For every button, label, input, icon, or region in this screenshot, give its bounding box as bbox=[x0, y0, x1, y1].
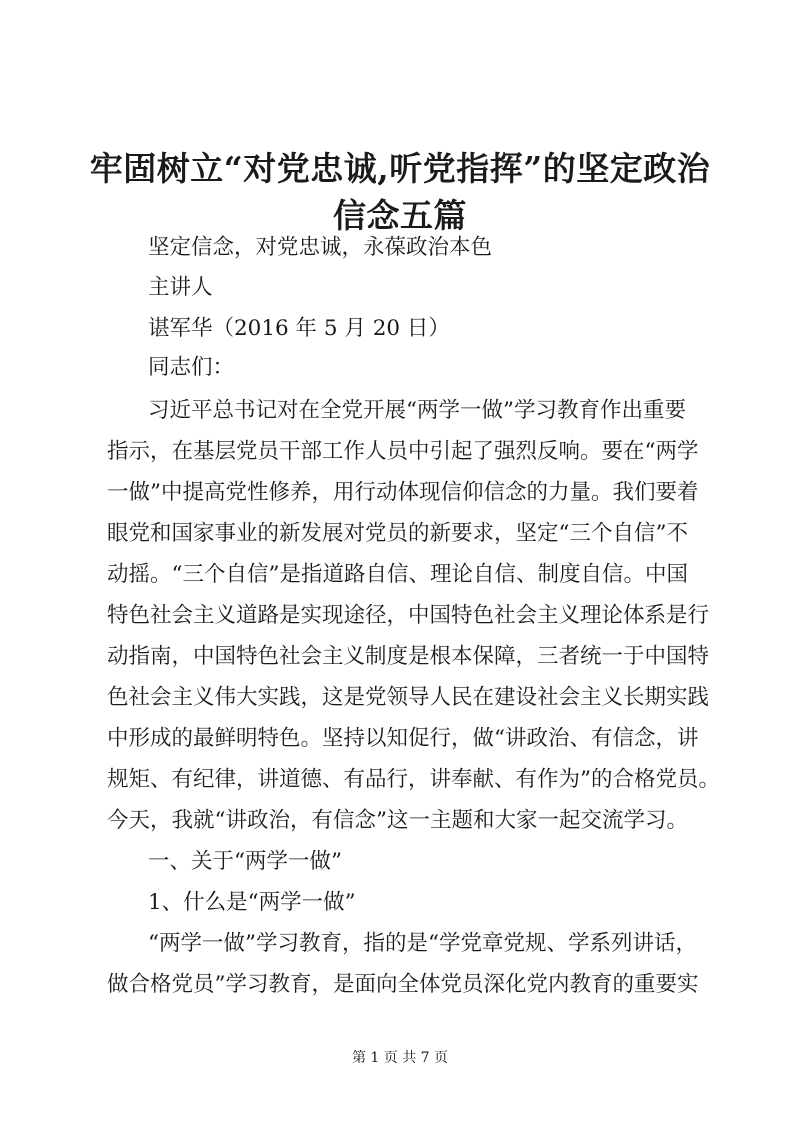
subsection-heading: 1、什么是“两学一做” bbox=[148, 890, 356, 915]
document-title-line-1: 牢固树立“对党忠诚,听党指挥”的坚定政治 bbox=[89, 149, 711, 188]
speaker-date-line: 谌军华（2016 年 5 月 20 日） bbox=[148, 316, 450, 341]
body-line: 规矩、有纪律，讲道德、有品行，讲奉献、有作为”的合格党员。 bbox=[107, 767, 720, 792]
subtitle-line: 坚定信念，对党忠诚，永葆政治本色 bbox=[148, 235, 493, 260]
body-line: 中形成的最鲜明特色。坚持以知促行，做“讲政治、有信念，讲 bbox=[107, 726, 699, 751]
body-line: 今天，我就“讲政治，有信念”这一主题和大家一起交流学习。 bbox=[107, 808, 688, 833]
body-line: 动指南，中国特色社会主义制度是根本保障，三者统一于中国特 bbox=[107, 644, 710, 669]
section-heading: 一、关于“两学一做” bbox=[148, 849, 342, 874]
body-line: 色社会主义伟大实践，这是党领导人民在建设社会主义长期实践 bbox=[107, 685, 710, 710]
body-line: 眼党和国家事业的新发展对党员的新要求，坚定“三个自信”不 bbox=[107, 521, 688, 546]
body-line: 指示，在基层党员干部工作人员中引起了强烈反响。要在“两学 bbox=[107, 439, 699, 464]
salutation-line: 同志们： bbox=[148, 355, 235, 380]
body-line: 做合格党员”学习教育，是面向全体党员深化党内教育的重要实 bbox=[107, 972, 699, 997]
body-line: “两学一做”学习教育，指的是“学党章党规、学系列讲话， bbox=[148, 931, 697, 956]
page-number-footer: 第 1 页 共 7 页 bbox=[351, 1050, 449, 1066]
body-line: 特色社会主义道路是实现途径，中国特色社会主义理论体系是行 bbox=[107, 603, 710, 628]
body-line: 习近平总书记对在全党开展“两学一做”学习教育作出重要 bbox=[148, 398, 686, 423]
speaker-label: 主讲人 bbox=[148, 275, 213, 300]
document-title-line-2: 信念五篇 bbox=[333, 196, 467, 235]
body-line: 一做”中提高党性修养，用行动体现信仰信念的力量。我们要着 bbox=[107, 480, 699, 505]
body-line: 动摇。“三个自信”是指道路自信、理论自信、制度自信。中国 bbox=[107, 562, 688, 587]
